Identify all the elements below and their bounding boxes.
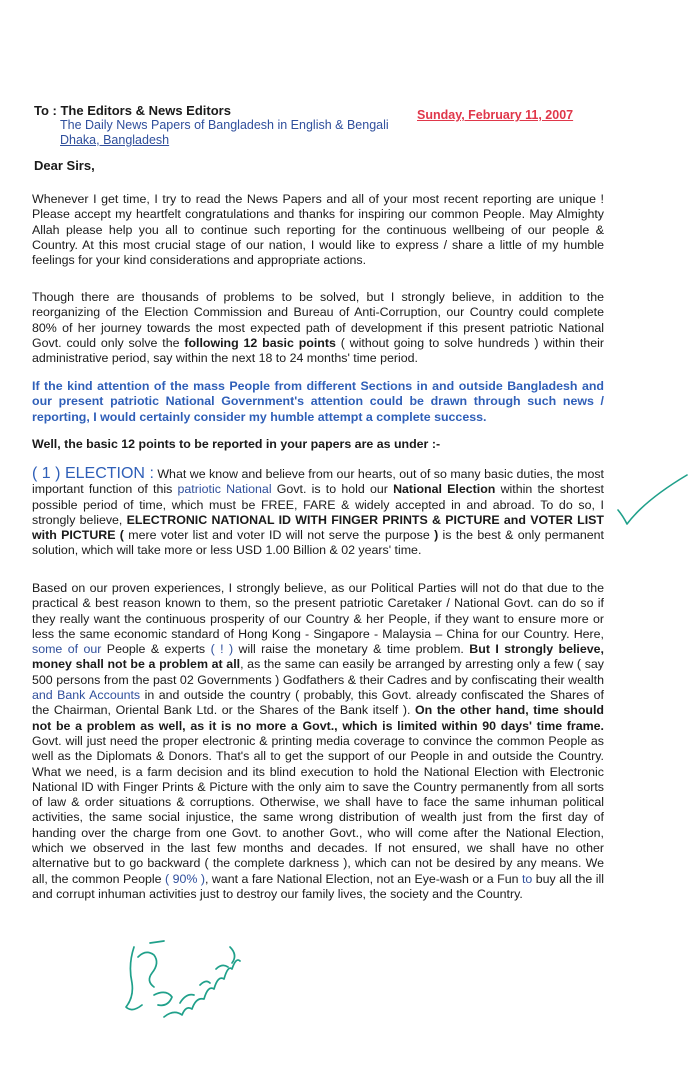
section-election xyxy=(32,466,604,559)
paragraph-experiences xyxy=(32,581,604,902)
exp-s1: Based on our proven experiences, I strongly believe, as our Political Parties will not do that due to the practical & best reason known to them, so the present patriotic Caretaker / National Govt. can do so if they really want the continuous prosperity of our Country & her People, if they want to ensure more or less the same economic standard of Hong Kong - Singapore - Malaysia – China for our Country. Here, xyxy=(32,581,604,641)
signature-icon xyxy=(120,935,250,1030)
section-election-t3: Govt. is to hold our xyxy=(271,482,394,497)
exp-s6: But I strongly believe, money shall not be a problem at all xyxy=(32,642,604,672)
exp-s15: buy all the ill and corrupt inhuman activities just to destroy our family lives, the society and the Country. xyxy=(32,871,604,901)
exp-s4: ( ! ) xyxy=(210,642,234,657)
exp-s13: , want a fare National Election, not an Eye-wash or a Fun xyxy=(204,871,522,886)
exp-s12: ( 90% ) xyxy=(164,871,205,886)
exp-s14: to xyxy=(521,871,533,886)
exp-s5: will raise the monetary & time problem. xyxy=(233,642,470,657)
section-election-t4: National Election xyxy=(393,482,496,497)
address-line-2: Dhaka, Bangladesh xyxy=(60,133,170,147)
section-election-t9: is the best & only permanent solution, which will take more or less USD 1.00 Billion & 02 years' time. xyxy=(32,528,605,558)
exp-s2: some of our xyxy=(32,642,102,657)
paragraph-attention: If the kind attention of the mass People from different Sections in and outside Bangladesh and our present patriotic National Government's attention could be drawn through such news / reporting, I would certainly consider my humble attempt a complete success. xyxy=(32,379,604,424)
paragraph-problems xyxy=(32,290,604,366)
check-mark-icon xyxy=(615,470,690,530)
exp-s7: , as the same can easily be arranged by arresting only a few ( say 500 persons from the past 02 Governments ) Godfathers & their Cadres and by confiscating their wealth xyxy=(32,657,604,687)
section-election-t7: mere voter list and voter ID will not serve the purpose xyxy=(123,528,435,543)
exp-s9: in and outside the country ( probably, this Govt. already confiscated the Shares of the Chairman, Oriental Bank Ltd. or the Shares of the Bank itself ). xyxy=(32,688,604,718)
exp-s10: On the other hand, time should not be a problem as well, as it is no more a Govt., which is limited within 90 days' time frame. xyxy=(32,703,605,733)
recipient-block xyxy=(34,103,414,148)
paragraph-problems-text-a: Though there are thousands of problems to be solved, but I strongly believe, in addition to the reorganizing of the Election Commission and Bureau of Anti-Corruption, our Country could complete 80% of her journey towards the most expected path of development if this present patriotic National Govt. could only solve the xyxy=(32,290,604,350)
section-election-t8: ) xyxy=(434,528,439,543)
exp-s11: Govt. will just need the proper electronic & printing media coverage to convince the common People as well as the Diplomats & Donors. That's all to get the support of our People in and outside the Country. What we need, is a farm decision and its blind execution to hold the National Election with Electronic National ID with Finger Prints & Picture with the only aim to save the Country permanently from all sorts of law & order situations & corruptions. Otherwise, we shall have to face the same inhuman political activities, the same social injustice, the same wrong distribution of wealth just from the first day of handing over the charge from one Govt. to another Govt., who will come after the National Election, which we observed in the last few months and decades. If not ensured, we shall have no other alternative but to go backward ( the complete darkness ), which can not be desired by any means. We all, the common People xyxy=(32,733,604,886)
paragraph-problems-emphasis: following 12 basic points xyxy=(184,335,336,350)
exp-s3: People & experts xyxy=(101,642,211,657)
salutation: Dear Sirs, xyxy=(34,158,95,173)
section-election-t6: ELECTRONIC NATIONAL ID WITH FINGER PRINTS & PICTURE and VOTER LIST with PICTURE ( xyxy=(32,512,604,543)
address-line-1: The Daily News Papers of Bangladesh in English & Bengali xyxy=(60,118,389,132)
letter-date: Sunday, February 11, 2007 xyxy=(417,108,574,122)
paragraph-intro: Whenever I get time, I try to read the News Papers and all of your most recent reporting are unique ! Please accept my heartfelt congratulations and thanks for inspiring our common People. May Almighty Allah please help you all to continue such reporting for the continuous wellbeing of our people & Country. At this most crucial stage of our nation, I would like to express / share a little of my humble feelings for your kind considerations and appropriate actions. xyxy=(32,192,604,268)
section-election-title: ( 1 ) ELECTION : xyxy=(32,465,154,482)
paragraph-points-intro: Well, the basic 12 points to be reported in your papers are as under :- xyxy=(32,437,441,451)
section-election-t2: patriotic National xyxy=(177,482,272,497)
exp-s8: and Bank Accounts xyxy=(32,688,141,703)
paragraph-problems-text-c: ( without going to solve hundreds ) within their administrative period, say within the next 18 to 24 months' time period. xyxy=(32,335,604,366)
recipient-line: To : The Editors & News Editors xyxy=(34,103,231,118)
section-election-t5: within the shortest possible period of time, which must be FREE, FARE & widely accepted in and abroad. To do so, I strongly believe, xyxy=(32,482,604,527)
section-election-t1: What we know and believe from our hearts, out of so many basic duties, the most important function of this xyxy=(32,467,604,497)
